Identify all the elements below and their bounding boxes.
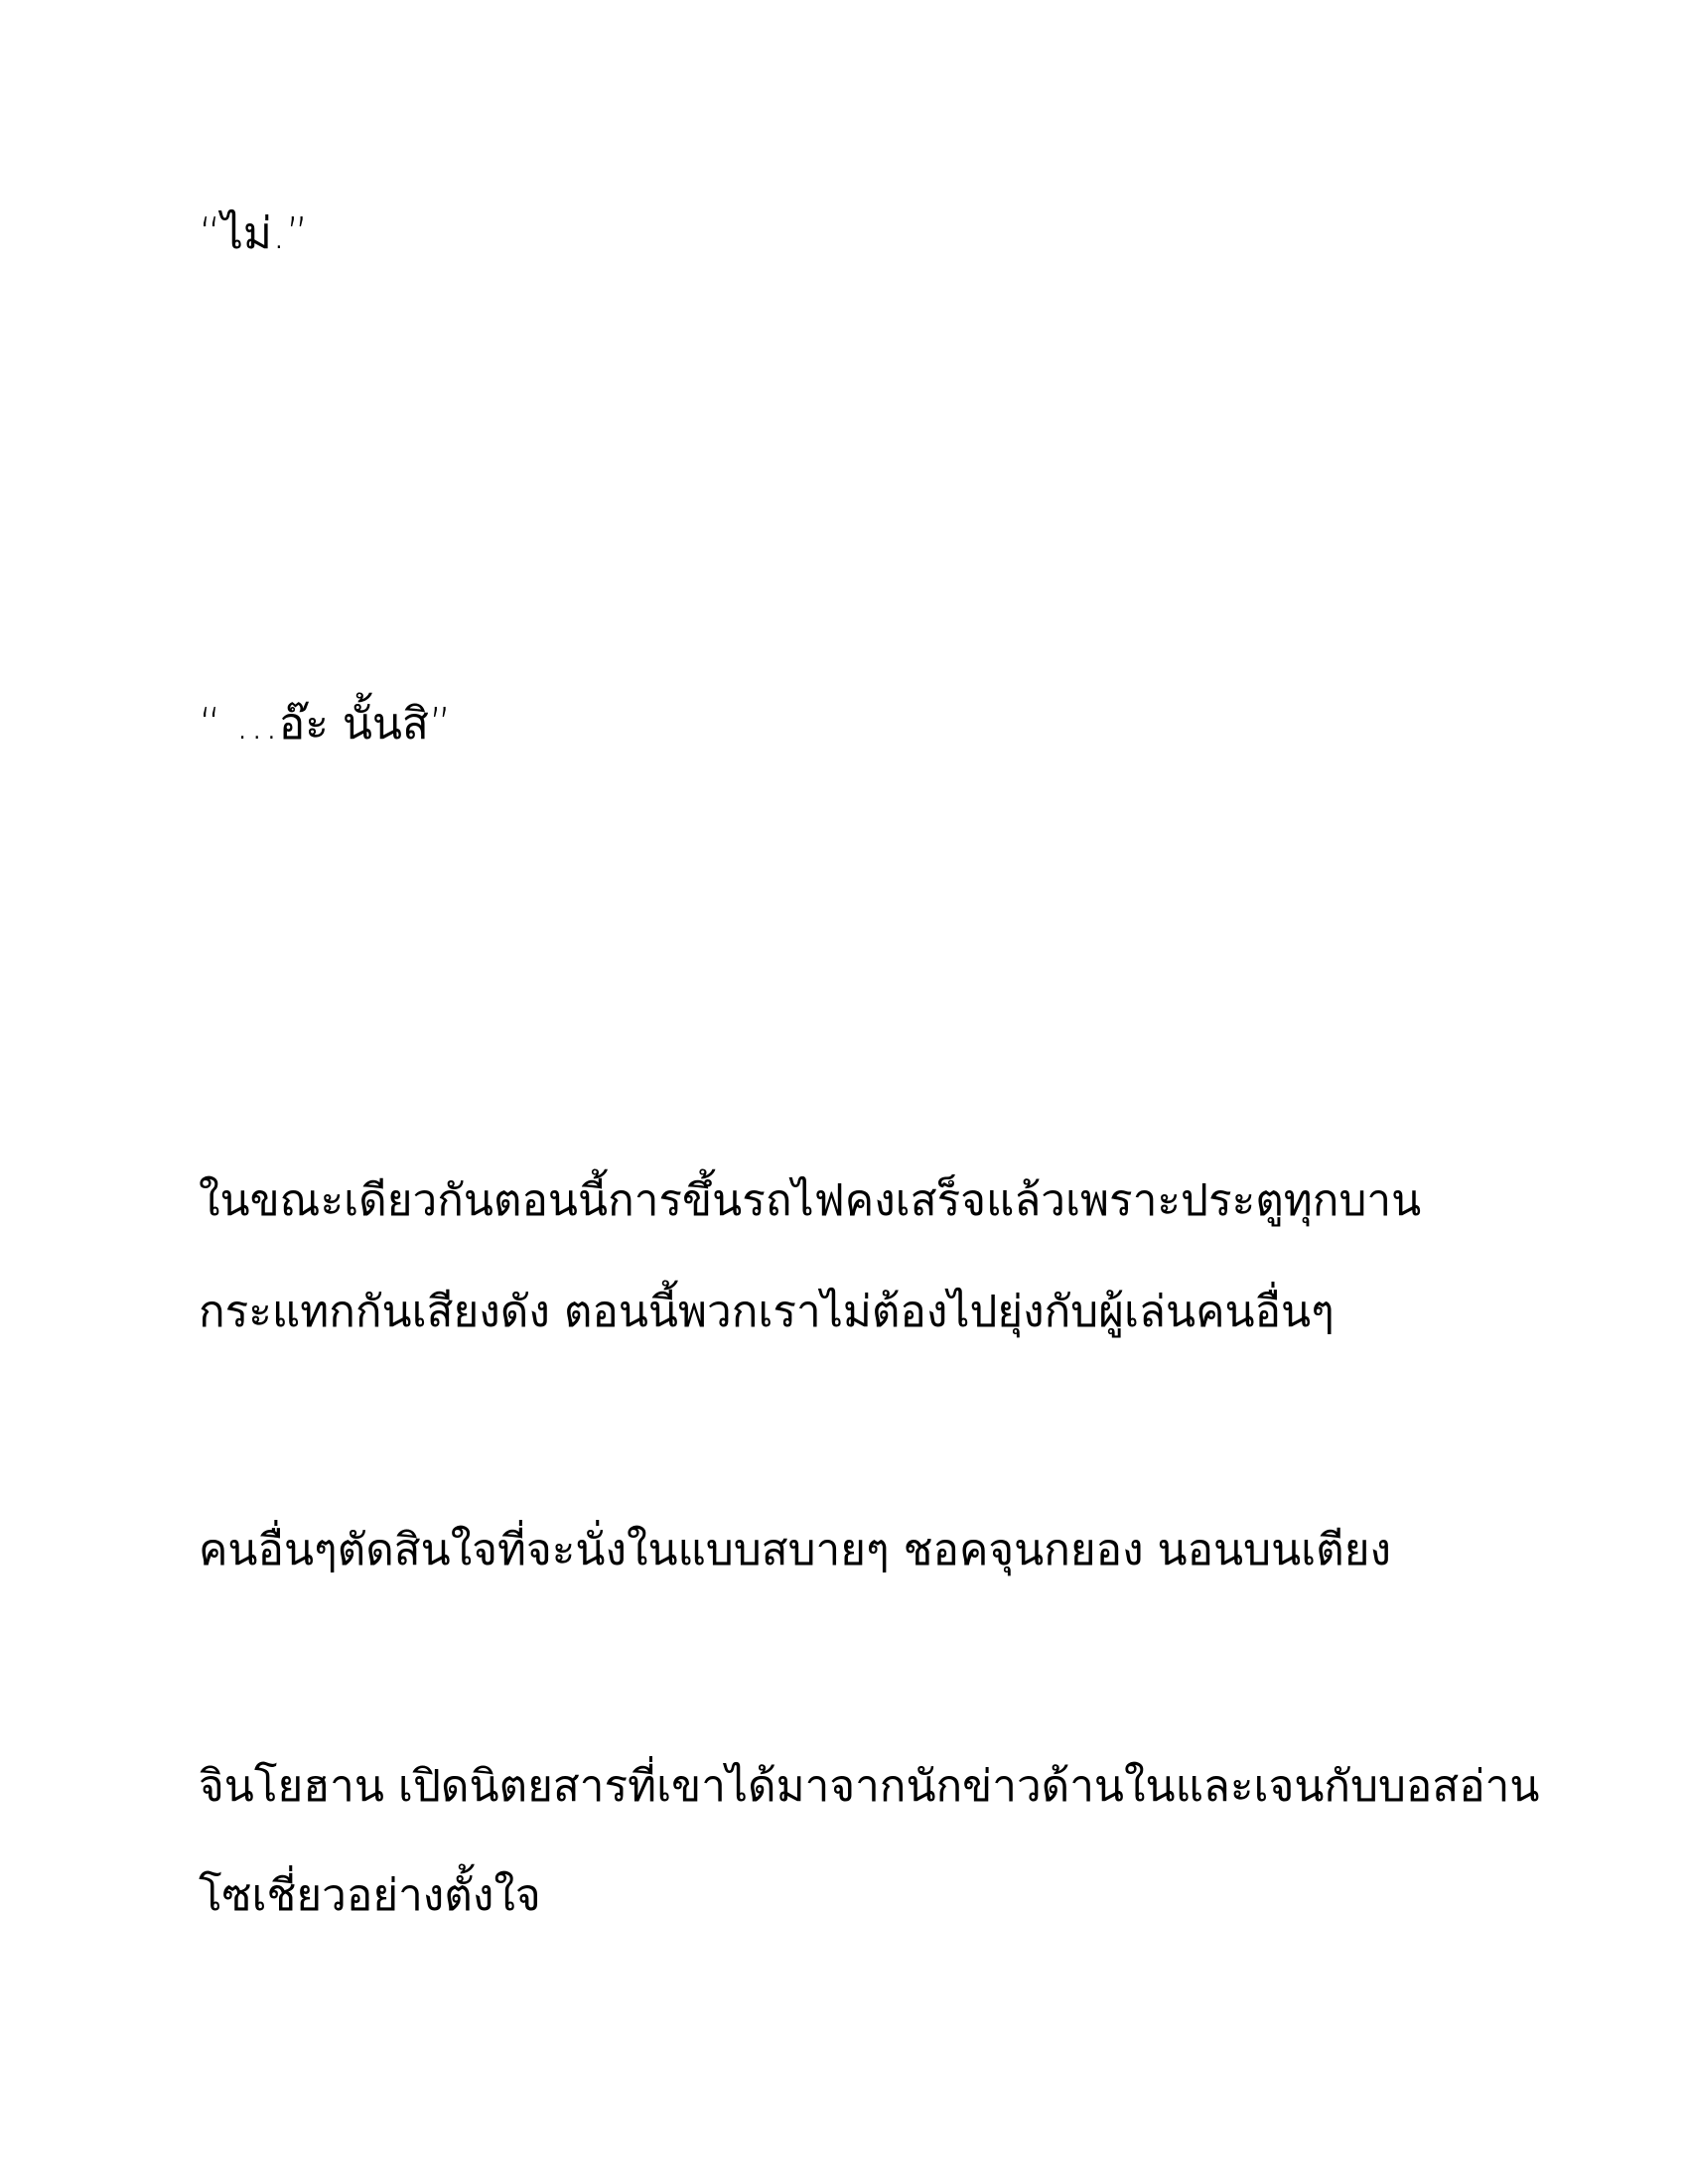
paragraph-line: กระแทกกันเสียงดัง ตอนนี้พวกเราไม่ต้องไปยุ่งกับผู้เล่นคนอื่นๆ <box>199 1287 1335 1337</box>
paragraph-line: โซเชี่ยวอย่างตั้งใจ <box>199 1870 541 1921</box>
paragraph-line: ในขณะเดียวกันตอนนี้การขึ้นรถไฟคงเสร็จแล้วเพราะประตูทุกบาน <box>199 1175 1422 1226</box>
dialogue-line: “ไม่.” <box>199 208 309 259</box>
dialogue-line: “ …อ๊ะ นั้นสิ” <box>199 699 452 750</box>
paragraph-line: จินโยฮาน เปิดนิตยสารที่เขาได้มาจากนักข่าวด้านในและเจนกับบอสอ่าน <box>199 1761 1540 1812</box>
paragraph-line: คนอื่นๆตัดสินใจที่จะนั่งในแบบสบายๆ ชอคจุนกยอง นอนบนเตียง <box>199 1525 1392 1575</box>
